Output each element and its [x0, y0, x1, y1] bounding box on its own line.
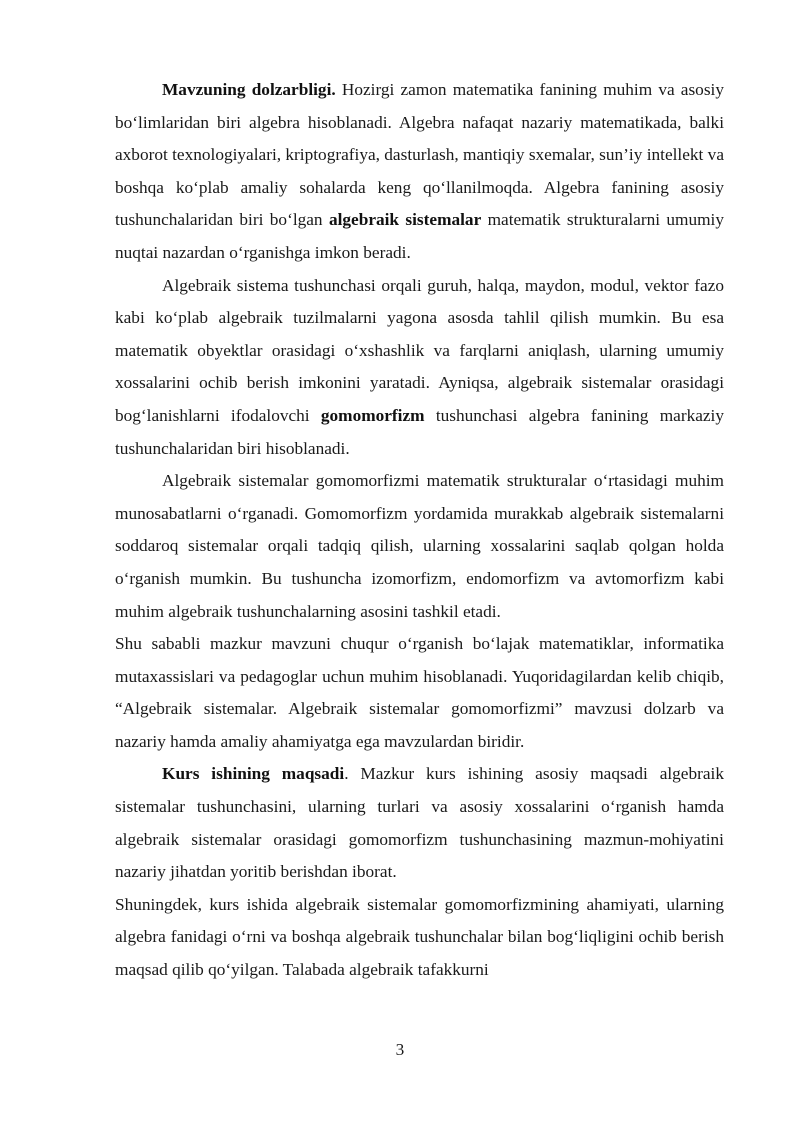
paragraph-text: Algebraik sistema tushunchasi orqali guruh, halqa, maydon, modul, vektor fazo kabi ko‘plab algebraik tuzilmalarni yagona asosda tahlil qilish mumkin. Bu esa matematik obyektlar orasidagi o‘xshashlik va farqlarni aniqlash, ularning umumiy xossalarini ochib berish imkonini yaratadi. Ayniqsa, algebraik sistemalar orasidagi bog‘lanishlarni ifodalovchi: [115, 275, 724, 425]
paragraph-text: tushunchasi algebra fanining markaziy tushunchalaridan biri hisoblanadi.: [115, 405, 724, 458]
heading-goal: Kurs ishining maqsadi: [162, 764, 345, 784]
paragraph-conclusion: Shu sababli mazkur mavzuni chuqur o‘rganish bo‘lajak matematiklar, informatika mutaxassislari va pedagoglar uchun muhim hisoblanadi. Yuqoridagilardan kelib chiqib, “Algebraik sistemalar. Algebraik sistemalar gomomorfizmi” mavzusi dolzarb va nazariy hamda amaliy ahamiyatga ega mavzulardan biridir.: [115, 634, 724, 751]
term-homomorphism: gomomorfizm: [320, 405, 425, 425]
paragraph-goal: [115, 758, 724, 888]
page-number: 3: [395, 1040, 405, 1059]
paragraph-text: . Mazkur kurs ishining asosiy maqsadi algebraik sistemalar tushunchasini, ularning turlari va asosiy xossalarini o‘rganish hamda algebraik sistemalar orasidagi gomomorfizm tushunchasining mazmun-mohiyatini nazariy jihatdan yoritib berishdan iborat.: [115, 764, 724, 882]
term-algebraic-systems: algebraik sistemalar: [328, 210, 482, 230]
paragraph-homomorphism: Algebraik sistemalar gomomorfizmi matematik strukturalar o‘rtasidagi muhim munosabatlarni o‘rganadi. Gomomorfizm yordamida murakkab algebraik sistemalarni soddaroq sistemalar orqali tadqiq qilish, ularning xossalarini saqlab qolgan holda o‘rganish mumkin. Bu tushuncha izomorfizm, endomorfizm va avtomorfizm kabi muhim algebraik tushunchalarning asosini tashkil etadi.: [115, 471, 724, 621]
paragraph-goal-continued: Shuningdek, kurs ishida algebraik sistemalar gomomorfizmining ahamiyati, ularning algebra fanidagi o‘rni va boshqa algebraik tushunchalar bilan bog‘liqligini ochib berish maqsad qilib qo‘yilgan. Talabada algebraik tafakkurni: [115, 894, 724, 980]
paragraph-text: matematik strukturalarni umumiy nuqtai nazardan o‘rganishga imkon beradi.: [115, 210, 724, 262]
paragraph-algebraic-system: [115, 270, 724, 466]
paragraph-text: Hozirgi zamon matematika fanining muhim va asosiy bo‘limlaridan biri algebra hisoblanadi. Algebra nafaqat nazariy matematikada, balki axborot texnologiyalari, kriptografiya, dasturlash, mantiqiy sxemalar, sun’iy intellekt va boshqa ko‘plab amaliy sohalarda keng qo‘llanilmoqda. Algebra fanining asosiy tushunchalaridan biri bo‘lgan: [115, 80, 724, 230]
paragraph-relevance: [115, 74, 724, 270]
heading-relevance: Mavzuning dolzarbligi.: [162, 80, 336, 99]
body-text: [115, 74, 724, 987]
